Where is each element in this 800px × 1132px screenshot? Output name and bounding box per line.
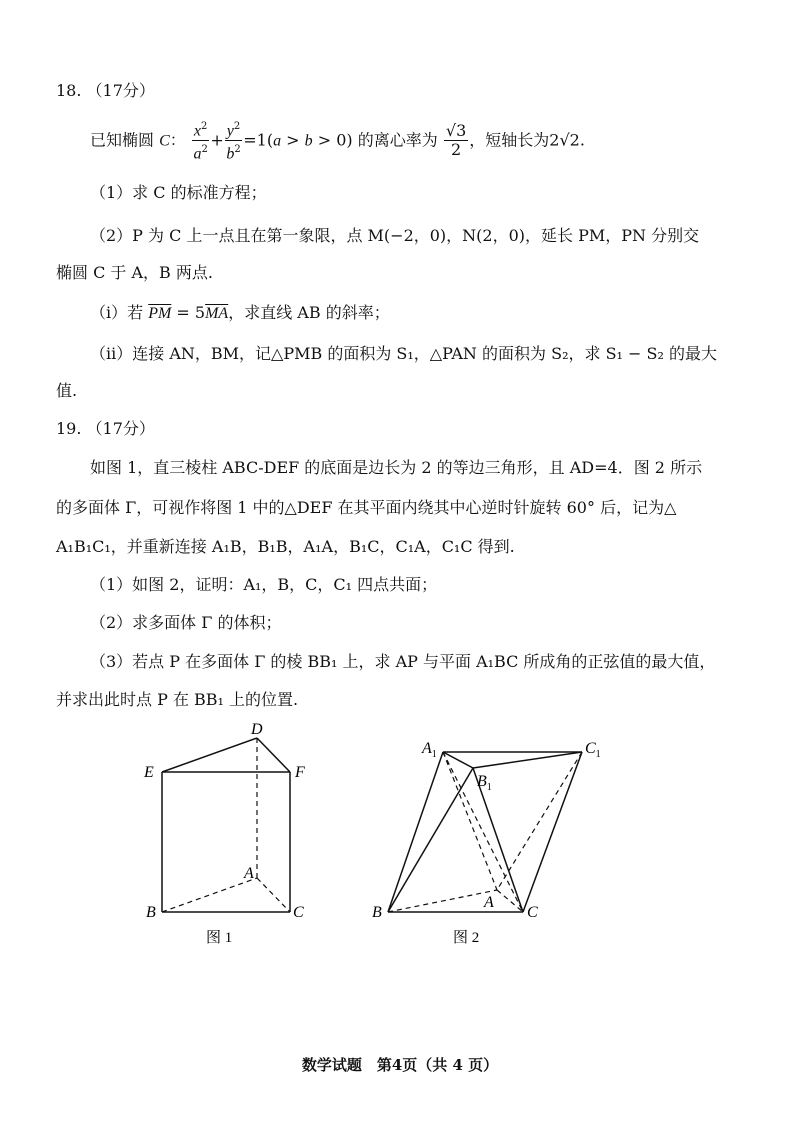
q18-number: 18.	[56, 81, 82, 100]
fig2-label-C: C	[527, 904, 538, 921]
q19-part2: （2）求多面体 Γ 的体积；	[90, 613, 282, 632]
frac-x: x	[193, 122, 201, 140]
minor-val: 2√2	[549, 130, 580, 150]
fig1-label-D: D	[251, 721, 263, 738]
frac-y: y	[226, 122, 234, 140]
fig1-label-E: E	[144, 764, 154, 781]
q18-part-i	[90, 302, 390, 325]
edge-DF	[257, 738, 290, 772]
figure-2-polyhedron	[370, 720, 630, 960]
fig1-label-F: F	[295, 764, 305, 781]
fig1-label-A: A	[244, 865, 254, 882]
pi-prefix: （i）若	[90, 303, 144, 322]
edge-BA-hidden	[162, 878, 257, 912]
q18-part-ii-line1: （ii）连接 AN，BM，记△PMB 的面积为 S₁，△PAN 的面积为 S₂，求 S₁ − S₂ 的最大	[90, 344, 717, 363]
figure-1-prism	[140, 720, 340, 950]
eq-rest: =1(	[243, 130, 274, 150]
q18-header	[56, 80, 155, 102]
q18-part2-line1: （2）P 为 C 上一点且在第一象限，点 M(−2，0)，N(2，0)，延长 PM，PN 分别交	[90, 226, 700, 245]
fig2-label-B: B	[372, 904, 382, 921]
q19-number: 19.	[56, 419, 82, 438]
cond-a: a	[273, 132, 282, 150]
q18-part-ii-line2: 值.	[56, 381, 78, 400]
q18-part2-line2: 椭圆 C 于 A，B 两点.	[56, 263, 213, 282]
fraction-x2-a2: $\frac{x^2}{a^2}$	[192, 118, 209, 164]
q19-part3-line2: 并求出此时点 P 在 BB₁ 上的位置.	[56, 690, 299, 709]
edge-AC-hidden	[257, 878, 290, 912]
frac-a: a	[193, 145, 202, 163]
q19-score: （17分）	[86, 419, 155, 438]
cond-gt: >	[281, 130, 305, 150]
page-footer: 数学试题 第4页（共 4 页）	[301, 1056, 499, 1074]
fraction-sqrt3-2	[444, 122, 468, 159]
frac-sqrt3: √3	[445, 121, 467, 141]
fig2-label-C1: $C_1$	[585, 740, 601, 760]
vector-pm: $\overline{PM}$	[148, 305, 172, 322]
fig2-label-A: A	[484, 894, 494, 911]
frac-b: b	[226, 145, 235, 163]
frac-two: 2	[450, 140, 462, 160]
pi-eq: = 5	[171, 303, 206, 322]
q19-para-line3: A₁B₁C₁，并重新连接 A₁B，B₁B，A₁A，B₁C，C₁A，C₁C 得到.	[56, 537, 515, 556]
fig1-caption: 图 1	[206, 930, 233, 946]
edge-BA-hidden	[388, 890, 497, 912]
q19-header	[56, 418, 155, 440]
fig2-caption: 图 2	[453, 930, 480, 946]
fig2-label-A1: $A_1$	[422, 740, 437, 760]
fraction-y2-b2: $\frac{y^2}{b^2}$	[225, 118, 242, 164]
cond-gt0: > 0)	[312, 130, 353, 150]
q19-para-line1: 如图 1，直三棱柱 ABC-DEF 的底面是边长为 2 的等边三角形，且 AD=4．图 2 所示	[90, 458, 703, 477]
q18-colon: ：	[169, 130, 186, 150]
period: .	[579, 130, 585, 150]
vector-ma: $\overline{MA}$	[205, 305, 229, 322]
q18-intro-text: 已知椭圆	[90, 130, 155, 150]
fig1-label-C: C	[293, 904, 304, 921]
ecc-text: 的离心率为	[357, 130, 438, 150]
q18-part1: （1）求 C 的标准方程；	[90, 183, 267, 202]
q19-part1: （1）如图 2，证明：A₁，B，C，C₁ 四点共面；	[90, 575, 438, 594]
fig1-label-B: B	[146, 904, 156, 921]
q18-intro: 已知椭圆 C： $\frac{x^2}{a^2}$ + $\frac{y^2}{b^2}$ =1(a > b > 0) 的离心率为 $\frac{√3}{2}$ ，短轴长为2√2.	[90, 118, 585, 164]
q18-score: （17分）	[86, 81, 155, 100]
ellipse-name: C	[159, 132, 170, 150]
fig2-label-B1: $B_1$	[477, 773, 492, 793]
q19-part3-line1: （3）若点 P 在多面体 Γ 的棱 BB₁ 上，求 AP 与平面 A₁BC 所成角的正弦值的最大值，	[90, 652, 716, 671]
minor-text: ，短轴长为	[469, 130, 550, 150]
edge-C1C	[523, 752, 582, 912]
edge-ED	[162, 738, 257, 772]
pi-suffix: ，求直线 AB 的斜率；	[228, 303, 390, 322]
cond-b: b	[304, 132, 313, 150]
q19-para-line2: 的多面体 Γ，可视作将图 1 中的△DEF 在其平面内绕其中心逆时针旋转 60° 后，记为△	[56, 498, 677, 517]
edge-B1C1	[473, 752, 582, 768]
